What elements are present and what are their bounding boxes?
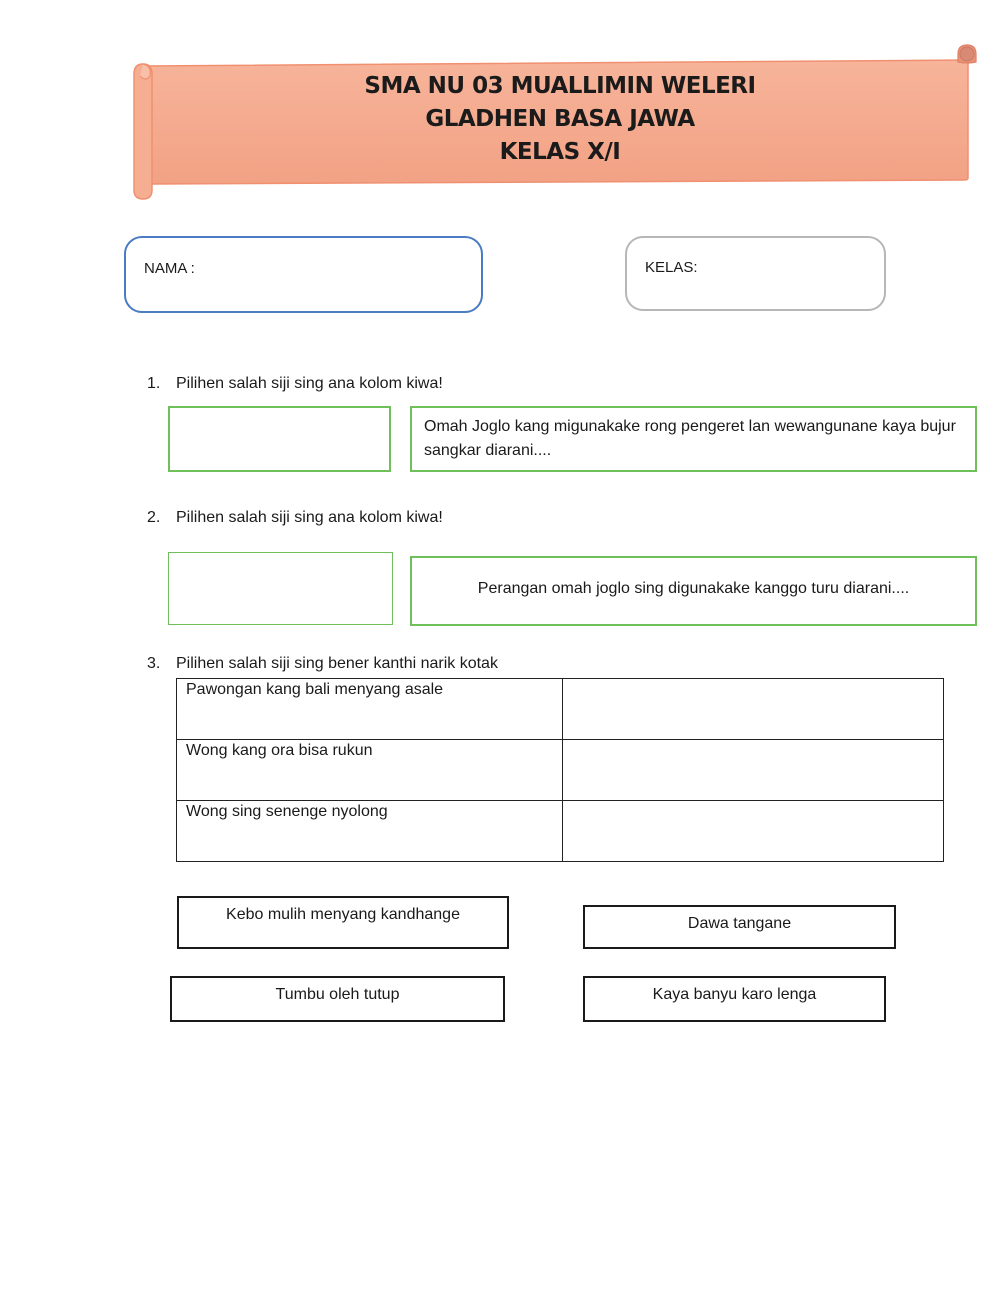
school-name: SMA NU 03 MUALLIMIN WELERI <box>364 73 756 99</box>
question-1-instruction: 1. Pilihen salah siji sing ana kolom kiwa! <box>147 375 443 392</box>
question-2-answer-drop[interactable] <box>168 552 393 625</box>
matching-table <box>176 678 944 862</box>
answer-option-dawa[interactable]: Dawa tangane <box>583 905 896 949</box>
answer-option-tumbu[interactable]: Tumbu oleh tutup <box>170 976 505 1022</box>
class-field[interactable] <box>625 236 886 311</box>
table-row <box>177 679 944 740</box>
matching-prompt: Wong kang ora bisa rukun <box>177 740 563 801</box>
matching-drop-cell[interactable] <box>563 679 944 740</box>
class-label: KELAS: <box>645 259 698 276</box>
question-1-text: Omah Joglo kang migunakake rong pengeret lan wewangunane kaya bujur sangkar diarani.... <box>424 418 956 459</box>
question-2-instruction: 2. Pilihen salah siji sing ana kolom kiwa! <box>147 509 443 526</box>
subject-title: GLADHEN BASA JAWA <box>425 106 695 132</box>
matching-drop-cell[interactable] <box>563 801 944 862</box>
answer-option-kaya-banyu[interactable]: Kaya banyu karo lenga <box>583 976 886 1022</box>
question-3-instruction: 3. Pilihen salah siji sing bener kanthi narik kotak <box>147 655 498 672</box>
name-field[interactable] <box>124 236 483 313</box>
table-row <box>177 801 944 862</box>
question-1-text-box <box>410 406 977 472</box>
class-title: KELAS X/I <box>499 139 621 165</box>
banner-title <box>140 70 980 169</box>
matching-drop-cell[interactable] <box>563 740 944 801</box>
matching-prompt: Pawongan kang bali menyang asale <box>177 679 563 740</box>
table-row <box>177 740 944 801</box>
question-2-text: Perangan omah joglo sing digunakake kanggo turu diarani.... <box>477 580 910 597</box>
answer-option-kebo[interactable]: Kebo mulih menyang kandhange <box>177 896 509 949</box>
question-2-text-box <box>410 556 977 626</box>
matching-prompt: Wong sing senenge nyolong <box>177 801 563 862</box>
name-label: NAMA : <box>144 260 195 277</box>
question-1-answer-drop[interactable] <box>168 406 391 472</box>
